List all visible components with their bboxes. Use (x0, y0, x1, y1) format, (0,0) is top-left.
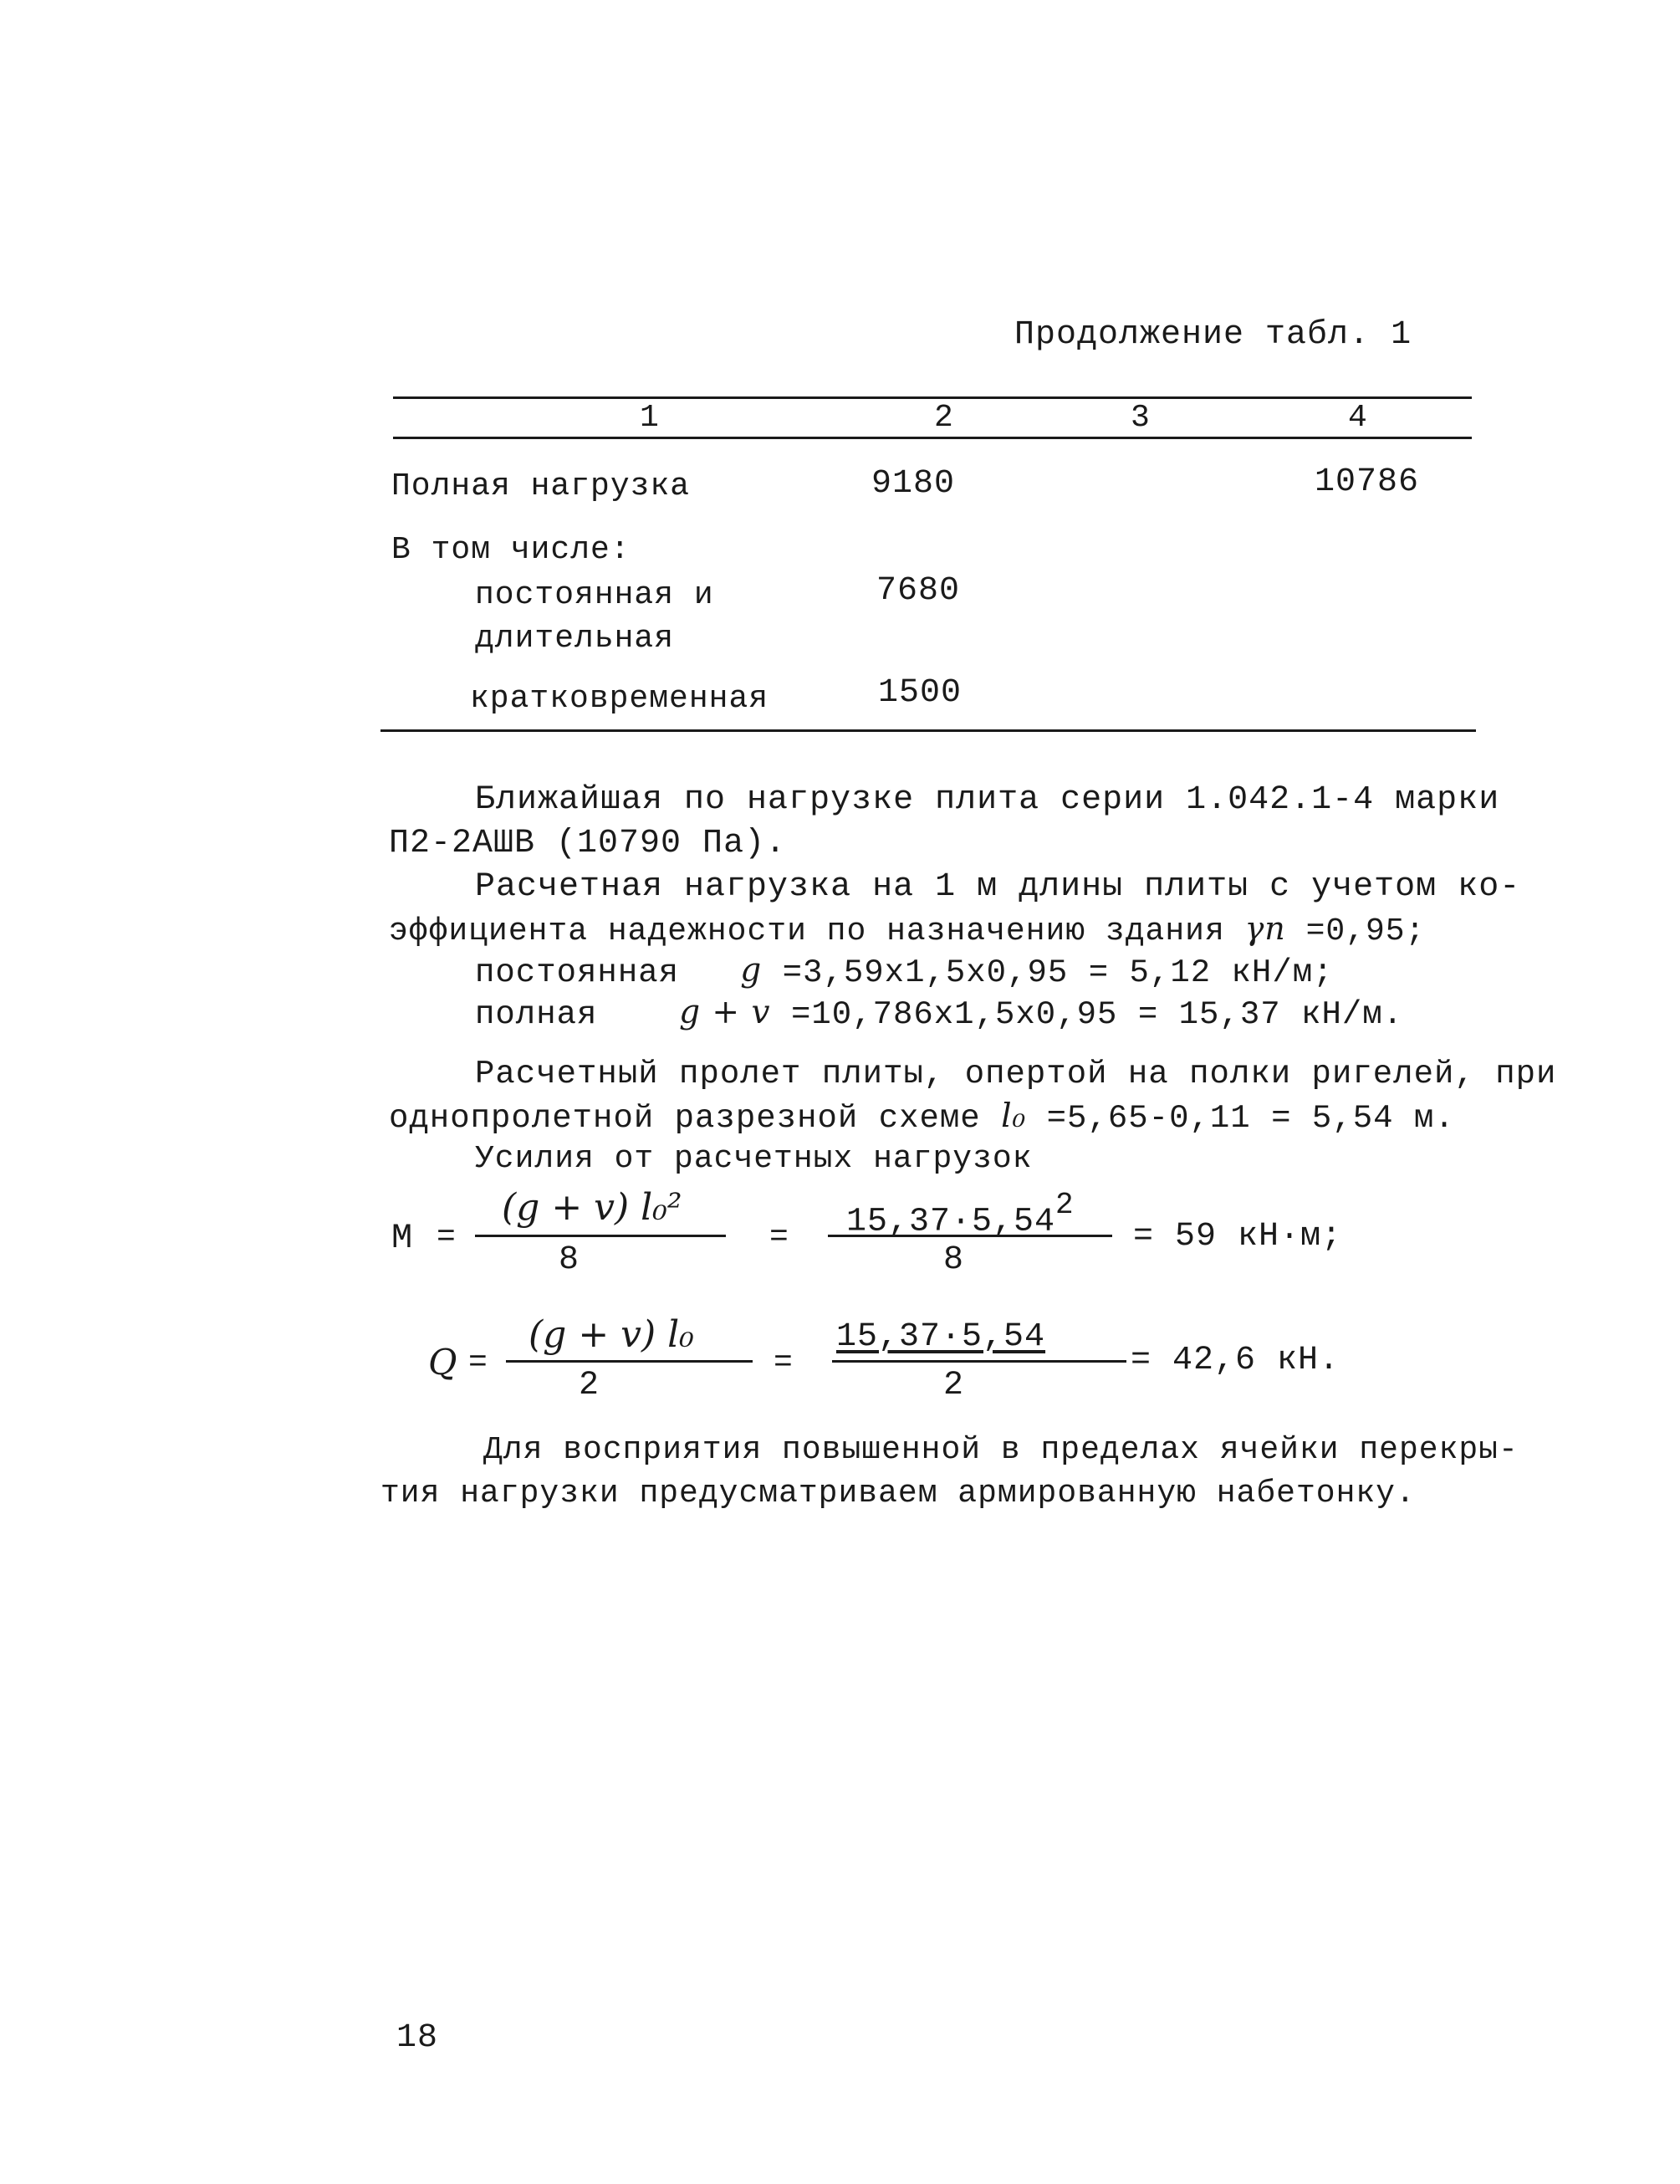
paragraph-2-line-2-text: эффициента надежности по назначению здания (389, 913, 1225, 949)
table-top-rule (393, 396, 1472, 399)
column-header-2: 2 (934, 400, 954, 436)
paragraph-2-line-3 (475, 952, 1334, 991)
row-full-load-col2: 9180 (871, 465, 956, 503)
row-permanent-col2: 7680 (876, 572, 961, 610)
full-label: полная (475, 996, 598, 1033)
paragraph-2-line-4 (475, 994, 1403, 1033)
g-plus-v-symbol: g + v (679, 994, 771, 1031)
paragraph-2-line-2 (389, 910, 1425, 949)
shear-numeric-numerator: 15,37·5,54 (836, 1318, 1046, 1356)
moment-symbolic-numerator: (g + v) l₀² (502, 1186, 682, 1229)
paragraph-4-line-2: тия нагрузки предусматриваем армированную набетонку. (380, 1476, 1416, 1511)
moment-result: = 59 кН·м; (1133, 1218, 1343, 1256)
shear-eq-2: = (774, 1345, 794, 1381)
row-full-load-col4: 10786 (1315, 463, 1420, 501)
column-header-3: 3 (1131, 400, 1151, 436)
shear-symbolic-denominator: 2 (579, 1367, 600, 1404)
paragraph-3-line-2-text: однопролетной разрезной схеме (389, 1100, 981, 1137)
row-short-term-col2: 1500 (878, 674, 963, 712)
paragraph-3-line-1: Расчетный пролет плиты, опертой на полки ригелей, при (475, 1056, 1557, 1092)
column-header-1: 1 (640, 400, 660, 436)
paragraph-1-line-1: Ближайшая по нагрузке плита серии 1.042.1-4 марки (475, 781, 1500, 819)
shear-eq: = (468, 1345, 488, 1381)
permanent-value: =3,59x1,5x0,95 = 5,12 кН/м; (782, 954, 1334, 991)
moment-eq: = (437, 1220, 457, 1256)
table-header-rule (393, 437, 1472, 439)
shear-result: = 42,6 кН. (1131, 1342, 1340, 1379)
moment-lhs: M (391, 1218, 414, 1258)
shear-numeric-fraction-line (832, 1360, 1126, 1363)
column-header-4: 4 (1348, 400, 1368, 436)
paragraph-1-line-2: П2-2АШВ (10790 Па). (389, 825, 787, 862)
row-including-label: В том числе: (391, 532, 631, 568)
paragraph-2-line-2-value: =0,95; (1305, 913, 1426, 949)
row-short-term-label: кратковременная (470, 681, 769, 717)
paragraph-4-line-1: Для восприятия повышенной в пределах ячейки перекры- (483, 1432, 1519, 1468)
moment-symbolic-denominator: 8 (559, 1241, 580, 1279)
paragraph-2-line-1: Расчетная нагрузка на 1 м длины плиты с учетом ко- (475, 868, 1521, 906)
row-full-load-label: Полная нагрузка (391, 468, 691, 504)
l0-symbol: l₀ (1001, 1097, 1027, 1135)
g-symbol: g (740, 952, 763, 990)
full-value: =10,786x1,5x0,95 = 15,37 кН/м. (790, 996, 1404, 1033)
row-permanent-label-line2: длительная (475, 621, 675, 657)
page-number: 18 (396, 2019, 439, 2057)
moment-numeric-denominator: 8 (943, 1241, 965, 1279)
gamma-n-symbol: γn (1244, 910, 1286, 947)
table-bottom-rule (380, 729, 1476, 732)
shear-numeric-denominator: 2 (943, 1367, 965, 1404)
paragraph-3-line-2 (389, 1097, 1455, 1137)
moment-numeric-base: 15,37·5,54 (846, 1203, 1056, 1241)
span-value: =5,65-0,11 = 5,54 м. (1046, 1100, 1455, 1137)
paragraph-3-line-3: Усилия от расчетных нагрузок (475, 1141, 1033, 1177)
table-caption: Продолжение табл. 1 (1014, 316, 1412, 354)
shear-symbolic-fraction-line (506, 1360, 753, 1363)
row-permanent-label-line1: постоянная и (475, 577, 714, 613)
moment-eq-2: = (769, 1220, 789, 1256)
moment-numeric-numerator (846, 1188, 1075, 1241)
shear-lhs: Q (428, 1342, 457, 1383)
shear-symbolic-numerator: (g + v) l₀ (529, 1313, 694, 1356)
moment-numeric-fraction-line (828, 1235, 1112, 1237)
moment-numeric-exponent: 2 (1055, 1188, 1075, 1222)
moment-symbolic-fraction-line (475, 1235, 726, 1237)
permanent-label: постоянная (475, 954, 680, 991)
